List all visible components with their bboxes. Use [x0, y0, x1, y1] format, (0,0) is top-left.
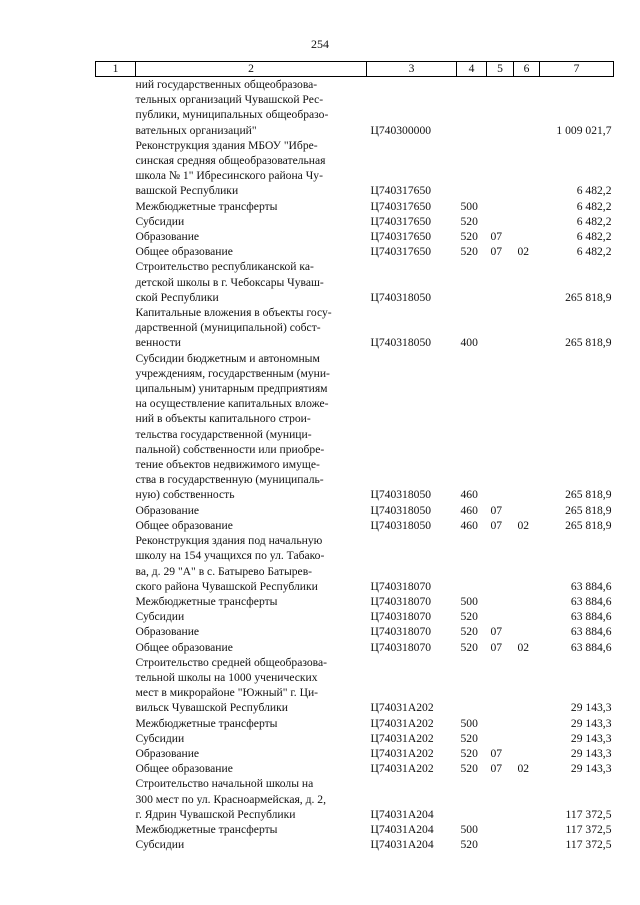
target-article-code-cell: Ц740300000 — [370, 123, 432, 137]
section-code-cell — [487, 837, 514, 852]
target-article-code-cell: Ц74031А202 — [370, 716, 434, 730]
amount-cell: 6 482,2 — [576, 184, 612, 198]
section-code-cell: 07 — [490, 245, 503, 259]
section-code-cell: 07 — [490, 518, 503, 532]
table-row — [96, 776, 614, 822]
item-name-cell — [136, 305, 367, 351]
item-name-cell — [136, 776, 367, 822]
item-name-cell — [136, 761, 367, 776]
row-number-cell — [96, 776, 136, 822]
amount-cell: 1 009 021,7 — [556, 123, 612, 137]
subsection-code-cell: 02 — [517, 762, 530, 776]
subsection-code-cell — [514, 503, 540, 518]
item-name-line: Образование — [135, 625, 200, 639]
row-number-cell — [96, 716, 136, 731]
item-name-line: синская средняя общеобразовательная — [135, 154, 326, 168]
subsection-code-cell — [514, 138, 540, 199]
section-code-cell — [487, 259, 514, 305]
table-row — [96, 837, 614, 852]
target-article-code-cell: Ц74031А204 — [370, 807, 434, 821]
item-name-line: Межбюджетные трансферты — [135, 199, 278, 213]
item-name-cell — [136, 609, 367, 624]
table-row — [96, 594, 614, 609]
subsection-code-cell — [514, 776, 540, 822]
table-row — [96, 351, 614, 503]
item-name-line: дарственной (муниципальной) собст- — [135, 321, 321, 335]
amount-cell: 265 818,9 — [565, 518, 612, 532]
amount-cell: 117 372,5 — [565, 822, 612, 836]
target-article-code-cell: Ц74031А202 — [370, 746, 434, 760]
target-article-code-cell: Ц740318070 — [370, 610, 432, 624]
item-name-cell — [136, 199, 367, 214]
table-row — [96, 503, 614, 518]
table-row — [96, 731, 614, 746]
subsection-code-cell — [514, 594, 540, 609]
item-name-cell — [136, 259, 367, 305]
subsection-code-cell — [514, 731, 540, 746]
table-row — [96, 138, 614, 199]
item-name-cell — [136, 731, 367, 746]
target-article-code-cell: Ц740318050 — [370, 290, 432, 304]
amount-cell: 117 372,5 — [565, 838, 612, 852]
expense-type-code-cell — [457, 533, 487, 594]
expense-type-code-cell: 520 — [460, 245, 478, 259]
section-code-cell — [487, 716, 514, 731]
item-name-cell — [136, 640, 367, 655]
target-article-code-cell: Ц740317650 — [370, 199, 432, 213]
item-name-line: Общее образование — [135, 762, 233, 776]
item-name-line: пальной) собственности или приобре- — [135, 442, 325, 456]
amount-cell: 117 372,5 — [565, 807, 612, 821]
item-name-cell — [136, 533, 367, 594]
item-name-line: тельства государственной (муници- — [135, 427, 312, 441]
subsection-code-cell: 02 — [517, 640, 530, 654]
row-number-cell — [96, 214, 136, 229]
item-name-line: Межбюджетные трансферты — [135, 594, 278, 608]
section-code-cell — [487, 609, 514, 624]
expense-type-code-cell: 500 — [460, 594, 478, 608]
item-name-cell — [136, 138, 367, 199]
table-row — [96, 640, 614, 655]
item-name-line: Строительство средней общеобразова- — [135, 655, 328, 669]
item-name-cell — [136, 503, 367, 518]
table-row — [96, 609, 614, 624]
section-code-cell — [487, 138, 514, 199]
row-number-cell — [96, 609, 136, 624]
subsection-code-cell — [514, 655, 540, 716]
item-name-line: мест в микрорайоне "Южный" г. Ци- — [135, 686, 319, 700]
table-row — [96, 229, 614, 244]
table-row — [96, 518, 614, 533]
item-name-line: тение объектов недвижимого имуще- — [135, 458, 320, 472]
table-row — [96, 259, 614, 305]
subsection-code-cell — [514, 746, 540, 761]
item-name-line: ского района Чувашской Республики — [135, 579, 318, 593]
section-code-cell — [487, 199, 514, 214]
expense-type-code-cell — [457, 138, 487, 199]
row-number-cell — [96, 837, 136, 852]
amount-cell: 63 884,6 — [570, 640, 612, 654]
item-name-cell — [136, 244, 367, 259]
section-code-cell: 07 — [490, 640, 503, 654]
target-article-code-cell: Ц740318070 — [370, 579, 432, 593]
table-row — [96, 244, 614, 259]
item-name-line: ную) собственность — [135, 488, 235, 502]
item-name-line: школа № 1" Ибресинского района Чу- — [135, 169, 323, 183]
item-name-line: венности — [135, 336, 181, 350]
target-article-code-cell: Ц740318070 — [370, 640, 432, 654]
item-name-line: ний в объекты капитального строи- — [135, 412, 311, 426]
amount-cell: 6 482,2 — [576, 199, 612, 213]
amount-cell: 265 818,9 — [565, 488, 612, 502]
item-name-cell — [136, 214, 367, 229]
target-article-code-cell: Ц74031А202 — [370, 701, 434, 715]
amount-cell: 265 818,9 — [565, 336, 612, 350]
target-article-code-cell: Ц74031А202 — [370, 731, 434, 745]
column-header-7: 7 — [540, 62, 614, 77]
expense-type-code-cell: 520 — [460, 731, 478, 745]
subsection-code-cell — [514, 77, 540, 138]
amount-cell: 29 143,3 — [570, 716, 612, 730]
item-name-line: г. Ядрин Чувашской Республики — [135, 807, 296, 821]
row-number-cell — [96, 594, 136, 609]
expense-type-code-cell: 400 — [460, 336, 478, 350]
item-name-line: ской Республики — [135, 290, 219, 304]
row-number-cell — [96, 503, 136, 518]
amount-cell: 6 482,2 — [576, 245, 612, 259]
section-code-cell: 07 — [490, 625, 503, 639]
row-number-cell — [96, 351, 136, 503]
target-article-code-cell: Ц740317650 — [370, 245, 432, 259]
item-name-line: Строительство республиканской ка- — [135, 260, 314, 274]
amount-cell: 265 818,9 — [565, 290, 612, 304]
row-number-cell — [96, 305, 136, 351]
item-name-line: публики, муниципальных общеобразо- — [135, 108, 329, 122]
item-name-line: Общее образование — [135, 640, 233, 654]
item-name-cell — [136, 351, 367, 503]
table-row — [96, 77, 614, 138]
target-article-code-cell: Ц740318070 — [370, 625, 432, 639]
item-name-line: Капитальные вложения в объекты госу- — [135, 306, 332, 320]
item-name-cell — [136, 77, 367, 138]
row-number-cell — [96, 244, 136, 259]
subsection-code-cell — [514, 837, 540, 852]
expense-type-code-cell: 520 — [460, 838, 478, 852]
section-code-cell — [487, 77, 514, 138]
subsection-code-cell — [514, 259, 540, 305]
section-code-cell — [487, 776, 514, 822]
item-name-line: ва, д. 29 "А" в с. Батырево Батырев- — [135, 564, 313, 578]
table-row — [96, 761, 614, 776]
item-name-line: вашской Республики — [135, 184, 239, 198]
subsection-code-cell — [514, 229, 540, 244]
section-code-cell — [487, 351, 514, 503]
item-name-line: Субсидии — [135, 214, 185, 228]
item-name-cell — [136, 716, 367, 731]
subsection-code-cell — [514, 199, 540, 214]
item-name-line: школу на 154 учащихся по ул. Табако- — [135, 549, 325, 563]
item-name-line: Реконструкция здания МБОУ "Ибре- — [135, 138, 318, 152]
amount-cell: 63 884,6 — [570, 610, 612, 624]
amount-cell: 29 143,3 — [570, 746, 612, 760]
expense-type-code-cell: 520 — [460, 214, 478, 228]
item-name-cell — [136, 624, 367, 639]
amount-cell: 63 884,6 — [570, 594, 612, 608]
subsection-code-cell — [514, 716, 540, 731]
item-name-line: Субсидии — [135, 838, 185, 852]
target-article-code-cell: Ц740318050 — [370, 518, 432, 532]
table-row — [96, 822, 614, 837]
expense-type-code-cell — [457, 259, 487, 305]
target-article-code-cell: Ц740317650 — [370, 184, 432, 198]
item-name-line: Межбюджетные трансферты — [135, 822, 278, 836]
expense-type-code-cell: 460 — [460, 518, 478, 532]
item-name-line: вильск Чувашской Республики — [135, 701, 288, 715]
expense-type-code-cell: 460 — [460, 503, 478, 517]
item-name-line: Общее образование — [135, 245, 233, 259]
budget-table — [95, 61, 614, 852]
item-name-line: Общее образование — [135, 518, 233, 532]
expense-type-code-cell: 520 — [460, 762, 478, 776]
item-name-cell — [136, 518, 367, 533]
item-name-line: Субсидии бюджетным и автономным — [135, 351, 320, 365]
section-code-cell: 07 — [490, 746, 503, 760]
section-code-cell — [487, 305, 514, 351]
expense-type-code-cell: 520 — [460, 230, 478, 244]
item-name-cell — [136, 837, 367, 852]
section-code-cell: 07 — [490, 503, 503, 517]
subsection-code-cell: 02 — [517, 518, 530, 532]
amount-cell: 6 482,2 — [576, 230, 612, 244]
item-name-line: ципальным) унитарным предприятиям — [135, 382, 328, 396]
row-number-cell — [96, 138, 136, 199]
target-article-code-cell: Ц740317650 — [370, 230, 432, 244]
column-header-5: 5 — [487, 62, 514, 77]
subsection-code-cell — [514, 822, 540, 837]
subsection-code-cell — [514, 609, 540, 624]
expense-type-code-cell — [457, 655, 487, 716]
row-number-cell — [96, 199, 136, 214]
item-name-line: тельной школы на 1000 ученических — [135, 670, 318, 684]
expense-type-code-cell: 500 — [460, 199, 478, 213]
section-code-cell — [487, 731, 514, 746]
row-number-cell — [96, 259, 136, 305]
row-number-cell — [96, 731, 136, 746]
item-name-line: тельных организаций Чувашской Рес- — [135, 93, 324, 107]
item-name-line: Образование — [135, 746, 200, 760]
target-article-code-cell: Ц740318050 — [370, 336, 432, 350]
table-row — [96, 533, 614, 594]
expense-type-code-cell: 520 — [460, 625, 478, 639]
column-header-1: 1 — [96, 62, 136, 77]
item-name-line: ства в государственную (муниципаль- — [135, 473, 324, 487]
item-name-line: Субсидии — [135, 731, 185, 745]
target-article-code-cell: Ц740318070 — [370, 594, 432, 608]
target-article-code-cell: Ц740317650 — [370, 214, 432, 228]
row-number-cell — [96, 518, 136, 533]
table-row — [96, 214, 614, 229]
subsection-code-cell — [514, 624, 540, 639]
subsection-code-cell — [514, 214, 540, 229]
table-row — [96, 624, 614, 639]
row-number-cell — [96, 624, 136, 639]
column-number-header-row — [96, 62, 614, 77]
item-name-line: Образование — [135, 230, 200, 244]
column-header-2: 2 — [136, 62, 367, 77]
item-name-line: детской школы в г. Чебоксары Чуваш- — [135, 275, 324, 289]
section-code-cell — [487, 655, 514, 716]
item-name-line: 300 мест по ул. Красноармейская, д. 2, — [135, 792, 326, 806]
table-row — [96, 655, 614, 716]
target-article-code-cell: Ц74031А202 — [370, 762, 434, 776]
table-row — [96, 305, 614, 351]
item-name-line: Реконструкция здания под начальную — [135, 534, 323, 548]
expense-type-code-cell: 460 — [460, 488, 478, 502]
item-name-cell — [136, 655, 367, 716]
table-row — [96, 746, 614, 761]
table-row — [96, 716, 614, 731]
item-name-line: учреждениям, государственным (муни- — [135, 366, 330, 380]
item-name-cell — [136, 746, 367, 761]
item-name-cell — [136, 229, 367, 244]
section-code-cell — [487, 594, 514, 609]
target-article-code-cell: Ц740318050 — [370, 488, 432, 502]
subsection-code-cell — [514, 351, 540, 503]
item-name-line: ний государственных общеобразова- — [135, 78, 318, 91]
item-name-line: Строительство начальной школы на — [135, 777, 314, 791]
row-number-cell — [96, 746, 136, 761]
target-article-code-cell: Ц74031А204 — [370, 822, 434, 836]
amount-cell: 6 482,2 — [576, 214, 612, 228]
section-code-cell — [487, 822, 514, 837]
column-header-6: 6 — [514, 62, 540, 77]
target-article-code-cell: Ц740318050 — [370, 503, 432, 517]
column-header-3: 3 — [367, 62, 457, 77]
section-code-cell: 07 — [490, 230, 503, 244]
column-header-4: 4 — [457, 62, 487, 77]
amount-cell: 29 143,3 — [570, 762, 612, 776]
expense-type-code-cell — [457, 776, 487, 822]
amount-cell: 265 818,9 — [565, 503, 612, 517]
amount-cell: 29 143,3 — [570, 701, 612, 715]
row-number-cell — [96, 533, 136, 594]
section-code-cell — [487, 533, 514, 594]
row-number-cell — [96, 640, 136, 655]
amount-cell: 63 884,6 — [570, 579, 612, 593]
expense-type-code-cell — [457, 77, 487, 138]
item-name-line: Образование — [135, 503, 200, 517]
row-number-cell — [96, 229, 136, 244]
row-number-cell — [96, 761, 136, 776]
expense-type-code-cell: 520 — [460, 640, 478, 654]
item-name-line: на осуществление капитальных вложе- — [135, 397, 329, 411]
expense-type-code-cell: 500 — [460, 822, 478, 836]
subsection-code-cell — [514, 305, 540, 351]
item-name-cell — [136, 822, 367, 837]
expense-type-code-cell: 500 — [460, 716, 478, 730]
section-code-cell — [487, 214, 514, 229]
item-name-line: Субсидии — [135, 610, 185, 624]
table-body — [96, 77, 614, 853]
expense-type-code-cell: 520 — [460, 746, 478, 760]
subsection-code-cell — [514, 533, 540, 594]
subsection-code-cell: 02 — [517, 245, 530, 259]
table-row — [96, 199, 614, 214]
row-number-cell — [96, 655, 136, 716]
section-code-cell: 07 — [490, 762, 503, 776]
item-name-cell — [136, 594, 367, 609]
item-name-line: Межбюджетные трансферты — [135, 716, 278, 730]
page-number: 254 — [311, 37, 329, 51]
expense-type-code-cell: 520 — [460, 610, 478, 624]
row-number-cell — [96, 822, 136, 837]
amount-cell: 29 143,3 — [570, 731, 612, 745]
amount-cell: 63 884,6 — [570, 625, 612, 639]
row-number-cell — [96, 77, 136, 138]
item-name-line: вательных организаций" — [135, 123, 257, 137]
target-article-code-cell: Ц74031А204 — [370, 838, 434, 852]
